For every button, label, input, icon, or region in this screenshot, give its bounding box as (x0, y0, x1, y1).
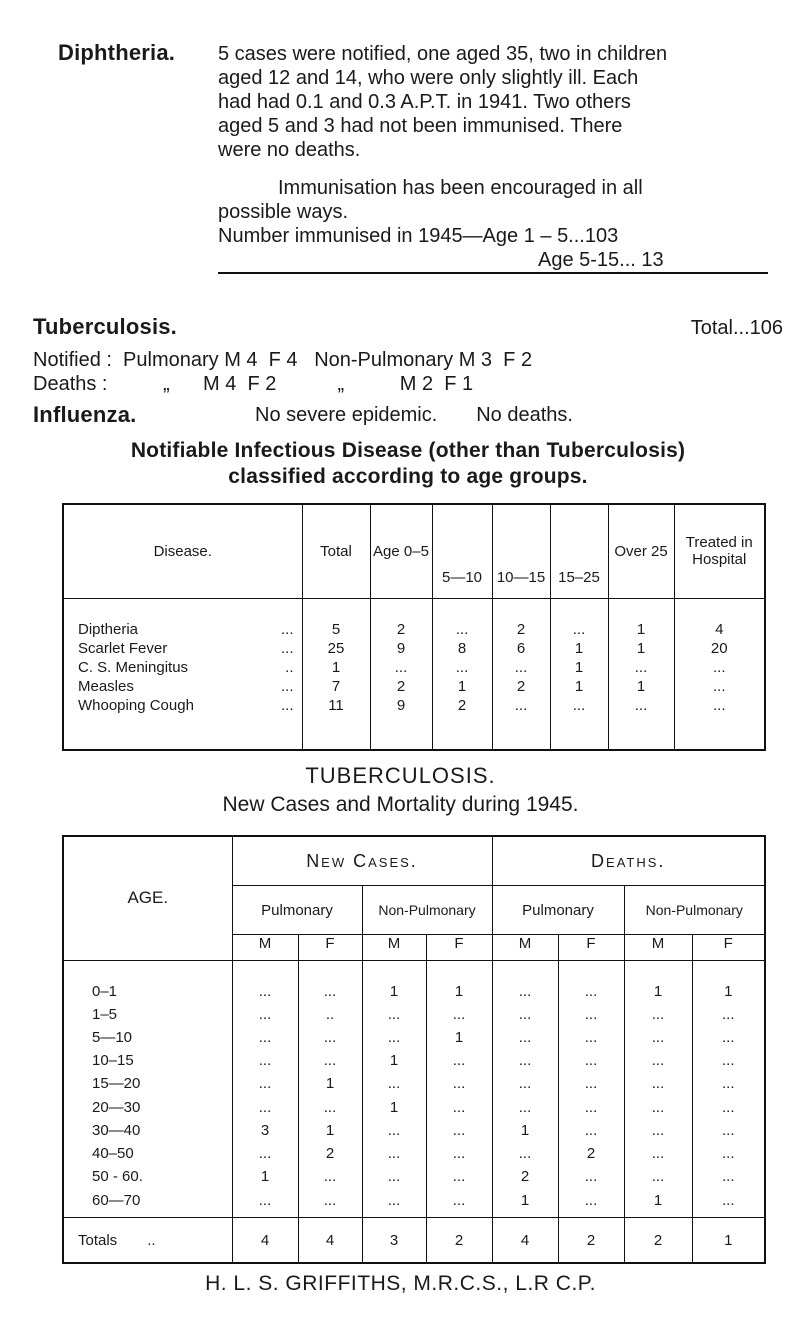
cell: ... (232, 1069, 298, 1092)
total-cell: 4 (492, 1218, 558, 1262)
disease-name-text: C. S. Meningitus (78, 659, 189, 676)
cell: 2 (492, 598, 550, 638)
notifiable-title-line: classified according to age groups. (228, 465, 588, 488)
influenza-heading: Influenza. (33, 402, 137, 427)
age-cell: 1–5 (92, 1005, 118, 1023)
table-row (64, 1139, 764, 1162)
age-cell: 50 - 60. (92, 1168, 143, 1186)
cell: ... (558, 960, 624, 999)
header-new-non-pulmonary: Non-Pulmonary (362, 886, 492, 935)
cell: ... (362, 1139, 426, 1162)
cell: 1 (692, 960, 764, 999)
table-row (64, 598, 764, 638)
table-row (64, 1046, 764, 1069)
cell: ... (692, 1185, 764, 1208)
cell: ... (674, 695, 764, 714)
tb-notified-line: Notified : Pulmonary M 4 F 4 Non-Pulmonary M 3 F 2 (33, 349, 533, 371)
leader-dots: .. (285, 659, 294, 676)
total-cell: 2 (426, 1218, 492, 1262)
header-over-25: Over 25 (608, 505, 674, 598)
cell: 1 (426, 960, 492, 999)
cell: ... (692, 1162, 764, 1185)
cell: ... (692, 1046, 764, 1069)
disease-name (64, 676, 302, 695)
cell: ... (492, 1023, 558, 1046)
cell: ... (608, 657, 674, 676)
cell: 2 (492, 1162, 558, 1185)
notifiable-title-line: Notifiable Infectious Disease (other than Tuberculosis) (130, 439, 686, 462)
cell: ... (624, 1000, 692, 1023)
disease-table (62, 503, 766, 751)
table-row (64, 1092, 764, 1115)
cell: ... (426, 1139, 492, 1162)
total-line: Total...106 (690, 317, 783, 339)
leader-dots: .. (147, 1231, 156, 1249)
cell: ... (624, 1069, 692, 1092)
cell: ... (624, 1046, 692, 1069)
header-f: F (692, 935, 764, 961)
cell: ... (558, 1116, 624, 1139)
header-deaths-pulmonary: Pulmonary (492, 886, 624, 935)
header-deaths: Deaths. (492, 837, 764, 886)
cell: ... (558, 1069, 624, 1092)
cell: ... (492, 1000, 558, 1023)
cell: ... (362, 1162, 426, 1185)
cell: ... (232, 1000, 298, 1023)
cell: ... (232, 1092, 298, 1115)
header-age-0-5: Age 0–5 (370, 505, 432, 598)
cell: ... (558, 1185, 624, 1208)
cell: 1 (492, 1116, 558, 1139)
cell: ... (426, 1116, 492, 1139)
tuberculosis-heading: Tuberculosis. (33, 314, 177, 339)
table-row (64, 676, 764, 695)
cell: 25 (302, 638, 370, 657)
header-age: AGE. (64, 837, 232, 960)
table-row (64, 657, 764, 676)
table-row (64, 1069, 764, 1092)
cell: ... (362, 1023, 426, 1046)
leader-dots: ... (280, 697, 294, 714)
cell: 1 (362, 1046, 426, 1069)
cell: ... (426, 1185, 492, 1208)
cell: 20 (674, 638, 764, 657)
cell: ... (624, 1139, 692, 1162)
cell: 9 (370, 638, 432, 657)
cell: 1 (432, 676, 492, 695)
cell: ... (426, 1000, 492, 1023)
cell: 1 (302, 657, 370, 676)
disease-name-text: Scarlet Fever (78, 640, 168, 657)
table-row (64, 960, 764, 999)
tb-spacer-row (64, 1209, 764, 1218)
cell: 2 (432, 695, 492, 714)
age-cell: 60—70 (92, 1191, 141, 1209)
cell: ... (232, 1139, 298, 1162)
cell: ... (692, 1023, 764, 1046)
cell: 6 (492, 638, 550, 657)
header-new-cases: New Cases. (232, 837, 492, 886)
cell: ... (232, 1185, 298, 1208)
table-row (64, 638, 764, 657)
cell: ... (298, 960, 362, 999)
header-15-25: 15–25 (550, 505, 608, 598)
cell: 1 (426, 1023, 492, 1046)
leader-dots: ... (280, 640, 294, 657)
cell: 2 (370, 598, 432, 638)
cell: ... (692, 1116, 764, 1139)
tb-header-row-1 (64, 837, 764, 886)
age-cell: 40–50 (92, 1145, 134, 1163)
cell: ... (232, 1046, 298, 1069)
cell: 1 (492, 1185, 558, 1208)
cell: 5 (302, 598, 370, 638)
table-row (64, 1185, 764, 1208)
cell: 1 (362, 960, 426, 999)
age-cell: 10–15 (92, 1052, 134, 1070)
cell: ... (692, 1092, 764, 1115)
cell: ... (298, 1185, 362, 1208)
total-cell: 4 (298, 1218, 362, 1262)
cell: 1 (624, 960, 692, 999)
immunisation-line: possible ways. (218, 201, 349, 223)
cell: 1 (362, 1092, 426, 1115)
total-cell: 3 (362, 1218, 426, 1262)
cell: ... (432, 657, 492, 676)
cell: .. (298, 1000, 362, 1023)
header-deaths-non-pulmonary: Non-Pulmonary (624, 886, 764, 935)
cell: ... (362, 1116, 426, 1139)
cell: ... (492, 1139, 558, 1162)
cell: ... (492, 657, 550, 676)
diphtheria-text (218, 42, 798, 274)
leader-dots: ... (280, 621, 294, 638)
cell: ... (692, 1000, 764, 1023)
cell: 1 (550, 657, 608, 676)
cell: ... (232, 960, 298, 999)
age-cell: 15—20 (92, 1075, 141, 1093)
cell: ... (232, 1023, 298, 1046)
tb-table-subtitle: New Cases and Mortality during 1945. (222, 793, 579, 816)
cell: 1 (550, 676, 608, 695)
tuberculosis-section (33, 314, 783, 490)
cell: ... (558, 1162, 624, 1185)
cell: ... (608, 695, 674, 714)
table-row (64, 695, 764, 714)
cell: 1 (608, 676, 674, 695)
cell: 8 (432, 638, 492, 657)
cell: 1 (624, 1185, 692, 1208)
cell: ... (362, 1069, 426, 1092)
header-f: F (558, 935, 624, 961)
leader-dots: ... (280, 678, 294, 695)
cell: ... (692, 1069, 764, 1092)
tb-table (62, 835, 766, 1264)
table-row (64, 1116, 764, 1139)
cell: 1 (550, 638, 608, 657)
signature: H. L. S. GRIFFITHS, M.R.C.S., L.R C.P. (205, 1272, 596, 1295)
header-10-15: 10—15 (492, 505, 550, 598)
cell: 1 (298, 1116, 362, 1139)
cell: ... (298, 1023, 362, 1046)
cell: ... (492, 695, 550, 714)
cell: ... (558, 1023, 624, 1046)
cell: ... (426, 1069, 492, 1092)
cell: 7 (302, 676, 370, 695)
diphtheria-line: aged 12 and 14, who were only slightly ill. Each (218, 67, 639, 89)
tb-table-title: TUBERCULOSIS. (305, 763, 496, 788)
diphtheria-line: were no deaths. (218, 139, 361, 161)
tb-deaths-line: Deaths : „ M 4 F 2 „ M 2 F 1 (33, 373, 474, 395)
disease-name-text: Diptheria (78, 621, 139, 638)
diphtheria-line: 5 cases were notified, one aged 35, two in children (218, 43, 668, 65)
cell: ... (426, 1046, 492, 1069)
age-cell: 0–1 (92, 982, 118, 1000)
header-f: F (298, 935, 362, 961)
disease-name (64, 598, 302, 638)
disease-name (64, 695, 302, 714)
cell: ... (674, 657, 764, 676)
cell: ... (492, 1046, 558, 1069)
cell: ... (624, 1092, 692, 1115)
cell: 3 (232, 1116, 298, 1139)
cell: ... (492, 1092, 558, 1115)
header-5-10: 5—10 (432, 505, 492, 598)
cell: ... (624, 1116, 692, 1139)
total-cell: 1 (692, 1218, 764, 1262)
number-immunised-line: Number immunised in 1945—Age 1 – 5...103 (218, 225, 619, 247)
table-row (64, 1000, 764, 1023)
cell: ... (426, 1092, 492, 1115)
cell: 1 (608, 638, 674, 657)
cell: ... (624, 1162, 692, 1185)
cell: 1 (298, 1069, 362, 1092)
cell: ... (362, 1000, 426, 1023)
diphtheria-heading: Diphtheria. (58, 40, 176, 65)
header-m: M (492, 935, 558, 961)
cell: ... (426, 1162, 492, 1185)
age-cell: 20—30 (92, 1098, 141, 1116)
cell: ... (674, 676, 764, 695)
header-total: Total (302, 505, 370, 598)
cell: ... (558, 1092, 624, 1115)
total-cell: 2 (624, 1218, 692, 1262)
tb-totals-row (64, 1218, 764, 1262)
influenza-text: No severe epidemic. No deaths. (255, 404, 573, 426)
header-disease: Disease. (64, 505, 302, 598)
cell: 9 (370, 695, 432, 714)
cell: ... (492, 1069, 558, 1092)
totals-label-cell (64, 1218, 232, 1262)
header-f: F (426, 935, 492, 961)
cell: 11 (302, 695, 370, 714)
total-cell: 4 (232, 1218, 298, 1262)
totals-label: Totals (78, 1231, 118, 1249)
cell: ... (370, 657, 432, 676)
cell: ... (362, 1185, 426, 1208)
cell: 2 (492, 676, 550, 695)
header-treated-in-hospital: Treated in Hospital (674, 505, 764, 598)
header-m: M (624, 935, 692, 961)
cell: ... (558, 1046, 624, 1069)
immunisation-line: Immunisation has been encouraged in all (278, 177, 643, 199)
diphtheria-line: had had 0.1 and 0.3 A.P.T. in 1941. Two others (218, 91, 631, 113)
disease-name-text: Whooping Cough (78, 697, 194, 714)
tb-table-body (64, 960, 764, 1208)
header-m: M (232, 935, 298, 961)
cell: ... (624, 1023, 692, 1046)
disease-name (64, 657, 302, 676)
header-new-pulmonary: Pulmonary (232, 886, 362, 935)
notifiable-title (33, 438, 783, 490)
age-cell: 5—10 (92, 1028, 133, 1046)
cell: ... (550, 695, 608, 714)
table-row (64, 1023, 764, 1046)
cell: 2 (298, 1139, 362, 1162)
cell: ... (550, 598, 608, 638)
header-m: M (362, 935, 426, 961)
disease-name (64, 638, 302, 657)
cell: ... (298, 1046, 362, 1069)
table-spacer-row (64, 714, 764, 749)
age-cell: 30—40 (92, 1121, 141, 1139)
table-row (64, 1162, 764, 1185)
cell: ... (492, 960, 558, 999)
cell: ... (692, 1139, 764, 1162)
diphtheria-line: aged 5 and 3 had not been immunised. There (218, 115, 623, 137)
cell: ... (298, 1092, 362, 1115)
disease-name-text: Measles (78, 678, 134, 695)
age-line: Age 5-15... 13 (218, 248, 768, 274)
cell: ... (558, 1000, 624, 1023)
disease-table-header-row (64, 505, 764, 598)
cell: 2 (370, 676, 432, 695)
total-cell: 2 (558, 1218, 624, 1262)
cell: 1 (232, 1162, 298, 1185)
cell: 1 (608, 598, 674, 638)
cell: ... (298, 1162, 362, 1185)
cell: 2 (558, 1139, 624, 1162)
cell: ... (432, 598, 492, 638)
cell: 4 (674, 598, 764, 638)
